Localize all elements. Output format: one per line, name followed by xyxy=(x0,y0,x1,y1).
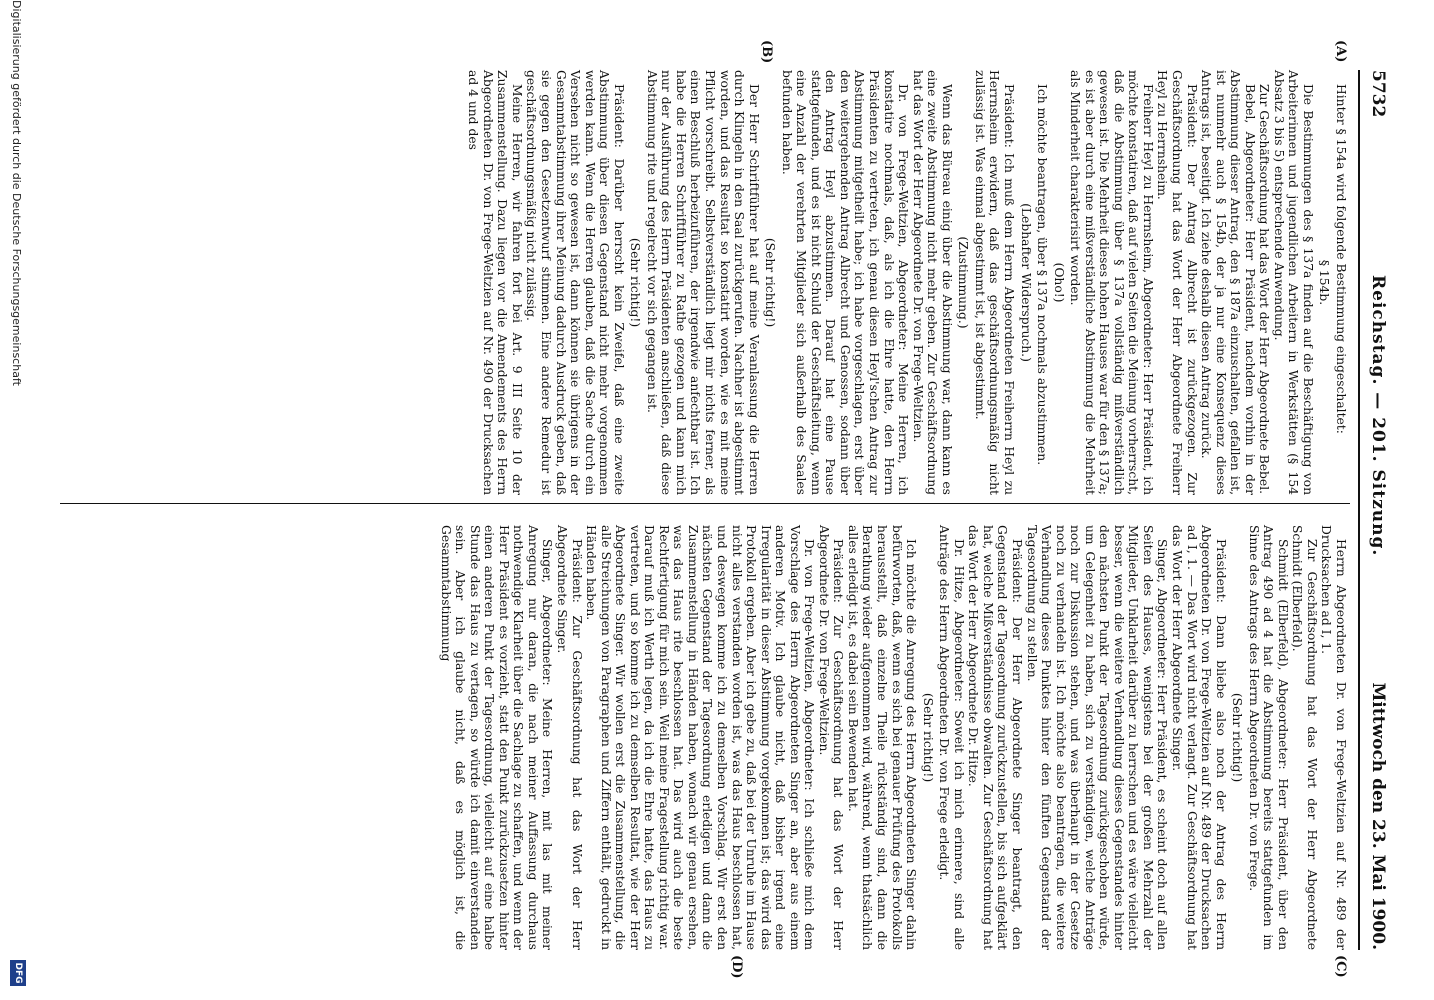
paragraph: Präsident: Der Antrag Albrecht ist zurückgezogen. Zur Geschäftsordnung hat das Wort der Herr Abgeordnete Freiherr Heyl zu Herrnsheim. xyxy=(1155,70,1199,495)
paragraph: Dr. Hitze, Abgeordneter: Soweit ich mich erinnere, sind alle Anträge des Herrn Abgeordneten Dr. von Frege erledigt. xyxy=(937,525,966,950)
paragraph: Singer, Abgeordneter: Meine Herren, mit las mit meiner Anregung nur daran, die nach meiner Auffassung durchaus nothwendige Klarheit über die Sachlage zu schaffen, und wenn der Herr Präsident es vorzieht, statt den Punkt zurückzusetzen hinter einen anderen Punkt der Tagesordnung, vielleicht auf eine halbe Stunde das Haus zu vertagen, so würde ich damit einverstanden sein. Aber ich glaube nicht, daß es möglich ist, die Gesammtabstimmung xyxy=(438,525,555,950)
paragraph: Zur Geschäftsordnung hat das Wort der Herr Abgeordnete Schmidt (Elberfeld). xyxy=(1290,525,1319,950)
column-divider xyxy=(60,503,1350,504)
header-title: Reichstag. — 201. Sitzung. xyxy=(1368,275,1388,557)
paragraph: Ich möchte beantragen, über § 137a nochmals abzustimmen. xyxy=(1035,84,1050,466)
paragraph: Der Herr Schriftführer hat auf meine Veranlassung die Herren durch Klingeln in den Saal zurückgerufen. Nachher ist abgestimmt worden, und das Resultat so konstatirt worden, wie es mit meine Pflicht vorschreibt. Selbstverständlich liegt mir nichts ferner, als einen Beschluß herbeizuführen, der irgendwie anfechtbar ist. Ich habe die Herren Schriftführer zu Rathe gezogen und kann mich nur der Ausführung des Herrn Präsidenten anschließen, daß diese Abstimmung rite und regelrecht vor sich gegangen ist. xyxy=(644,70,761,495)
paragraph: Bebel, Abgeordneter: Herr Präsident, nachdem vorhin in der Abstimmung dieser Antrag, den § 187a einzuschalten, gefallen ist, ist nunmehr auch § 154b, der ja nur eine Konsequenz dieses Antrags ist, beseitigt. Ich ziehe deshalb diesen Antrag zurück. xyxy=(1199,70,1257,495)
paragraph: Die Bestimmungen des § 137a finden auf die Beschäftigung von Arbeiterinnen und jugendlichen Arbeitern in Werkstätten (§ 154 Absatz 3 bis 5) entsprechende Anwendung. xyxy=(1271,70,1315,495)
paragraph: Herrn Abgeordneten Dr. von Frege-Weltzien auf Nr. 489 der Drucksachen ad I, 1. xyxy=(1319,525,1348,950)
paragraph: Freiherr Heyl zu Herrnsheim, Abgeordneter: Herr Präsident, ich möchte konstatiren, daß auf vielen Seiten die Meinung vorherrscht, daß die Abstimmung über § 137a vollständig mißverständlich gewesen ist. Die Mehrheit dieses hohen Hauses war für den § 137a; es ist aber durch eine mißverständliche Abstimmung die Mehrheit als Minderheit charakterisirt worden. xyxy=(1068,70,1155,495)
margin-mark-a: (A) xyxy=(1333,40,1348,63)
interjection: (Oho!) xyxy=(1051,262,1066,303)
interjection: (Lebhafter Widerspruch.) xyxy=(1018,203,1033,362)
interjection: (Sehr richtig!) xyxy=(1230,692,1245,783)
paragraph: Singer, Abgeordneter: Herr Präsident, es scheint doch auf allen Seiten des Hauses, wenigstens bei der großen Mehrzahl der Mitglieder, Unklarheit darüber zu herrschen und es wäre vielleicht besser, wenn die weitere Verhandlung dieses Gegenstandes hinter den nächsten Punkt der Tagesordnung zurückgeschoben würde, um Gelegenheit zu haben, sich zu verständigen, welche Anträge noch zur Diskussion stehen, und was überhaupt in der Gesetze noch zu verhandeln ist. Ich möchte also beantragen, die weitere Verhandlung dieses Punktes hinter den fünften Gegenstand der Tagesordnung zu stellen. xyxy=(1024,525,1170,950)
paragraph: Wenn das Büreau einig über die Abstimmung war, dann kann es eine zweite Abstimmung nicht mehr geben. Zur Geschäftsordnung hat das Wort der Herr Abgeordnete Dr. von Frege-Weltzien. xyxy=(910,70,954,495)
margin-mark-d: (D) xyxy=(729,955,744,979)
interjection: (Zustimmung.) xyxy=(956,236,971,329)
right-column xyxy=(68,525,1348,950)
section-heading: § 154b. xyxy=(1317,259,1332,306)
paragraph: Präsident: Zur Geschäftsordnung hat das Wort der Herr Abgeordnete Dr. von Frege-Weltzien. xyxy=(816,525,846,950)
left-column xyxy=(68,70,1348,495)
interjection: (Sehr richtig!) xyxy=(628,237,643,328)
page-number: 5732 xyxy=(1368,70,1388,118)
paragraph: Zur Geschäftsordnung hat das Wort der Herr Abgeordnete Bebel. xyxy=(1257,84,1272,495)
paragraph: Präsident: Ich muß dem Herrn Abgeordneten Freiherrn Heyl zu Herrnsheim erwidern, daß das geschäftsordnungsmäßig nicht zulässig ist. Was einmal abgestimmt ist, ist abgestimmt. xyxy=(972,70,1016,495)
interjection: (Sehr richtig!) xyxy=(920,692,935,783)
header-date: Mittwoch den 23. Mai 1900. xyxy=(1368,682,1388,950)
paragraph: Schmidt (Elberfeld), Abgeordneter: Herr Präsident, über den Antrag 490 ad 4 hat die Abstimmung bereits stattgefunden im Sinne des Antrags des Herrn Abgeordneten Dr. von Frege. xyxy=(1246,525,1290,950)
digitization-note: Digitalisierung gefördert durch die Deutsche Forschungsgemeinschaft xyxy=(10,0,23,386)
paragraph: Dr. von Frege-Weltzien, Abgeordneter: Meine Herren, ich konstatire nochmals, daß, als ich die Ehre hatte, den Herrn Präsidenten zu vertreten, ich genau diesen Heyl'schen Antrag zur Abstimmung mitgetheilt habe; ich habe vorgeschlagen, erst über den weitergehenden Antrag Albrecht und Genossen, sodann über den Antrag Heyl abzustimmen. Darauf hat eine Pause stattgefunden, und es ist nicht Schuld der Geschäftsleitung, wenn eine Anzahl der verehrten Mitglieder sich außerhalb des Saales befunden haben. xyxy=(779,70,911,495)
paragraph: Präsident: Dann bliebe also noch der Antrag des Herrn Abgeordneten Dr. von Frege-Weltzien auf Nr. 489 der Drucksachen ad I, 1. — Das Wort wird nicht verlangt. Zur Geschäftsordnung hat das Wort der Herr Abgeordnete Singer. xyxy=(1169,525,1228,950)
page-header xyxy=(1358,70,1394,950)
paragraph: Präsident: Der Herr Abgeordnete Singer beantragt, den Gegenstand der Tagesordnung zurückzustellen, bis sich aufgeklärt hat, welche Mißverständnisse obwalten. Zur Geschäftsordnung hat das Wort der Herr Abgeordnete Dr. Hitze. xyxy=(966,525,1024,950)
digitization-footer xyxy=(10,0,23,1000)
paragraph: Meine Herren, wir fahren fort bei Art. 9 III Seite 10 der Zusammenstellung. Dazu liegen vor die Amendements des Herrn Abgeordneten Dr. von Frege-Weltzien auf Nr. 490 der Drucksachen ad 4 und des xyxy=(466,70,524,495)
paragraph: Präsident: Darüber herrscht kein Zweifel, daß eine zweite Abstimmung über diesen Gegenstand nicht mehr vorgenommen werden kann. Wenn die Herren glauben, daß die Sache durch ein Versehen nicht so gewesen ist, dann können sie übrigens in der Gesammtabstimmung ihrer Meinung dadurch Ausdruck geben, daß sie gegen den Gesetzentwurf stimmen. Eine andere Remedur ist geschäftsordnungsmäßig nicht zulässig. xyxy=(524,70,626,495)
paragraph: Hinter § 154a wird folgende Bestimmung eingeschaltet: xyxy=(1334,84,1348,434)
interjection: (Sehr richtig!) xyxy=(763,237,778,328)
margin-mark-b: (B) xyxy=(759,40,774,64)
paragraph: Ich möchte die Anregung des Herrn Abgeordneten Singer dahin befürworten, daß, wenn es sich bei genauer Prüfung des Protokolls herausstellt, daß einzelne Theile rückständig sind, dann die Berathung wieder aufgenommen wird, während, wenn thatsächlich alles erledigt ist, es dabei sein Bewenden hat. xyxy=(845,525,919,950)
paragraph: Präsident: Zur Geschäftsordnung hat das Wort der Herr Abgeordnete Singer. xyxy=(555,525,584,950)
margin-mark-c: (C) xyxy=(1333,955,1348,978)
paragraph: Dr. von Frege-Weltzien, Abgeordneter: Ich schließe mich dem Vorschlage des Herrn Abgeordneten Singer an, aber aus einem anderen Motiv. Ich glaube nicht, daß bisher irgend eine Irregularität in dieser Abstimmung vorgekommen ist; das wird das Protokoll ergeben. Aber ich gebe zu, daß bei der Unruhe im Hause nicht alles verstanden worden ist, was das Haus beschlossen hat, und deswegen komme ich zu demselben Vorschlag. Wir erst den nächsten Gegenstand der Tagesordnung erledigen und dann die Zusammenstellung in Händen haben, wonach wir genau ersehen, was das Haus rite beschlossen hat. Das wird auch die beste Rechtfertigung für mich sein. Weil meine Fragestellung richtig war. Darauf muß ich Werth legen, da ich die Ehre hatte, das Haus zu vertreten, und so komme ich zu demselben Resultat, wie der Herr Abgeordnete Singer. Wir wollen erst die Zusammenstellung, die alle Streichungen von Paragraphen und Ziffern enthält, gedruckt in Händen haben. xyxy=(584,525,817,950)
dfg-logo: DFG xyxy=(10,960,26,986)
